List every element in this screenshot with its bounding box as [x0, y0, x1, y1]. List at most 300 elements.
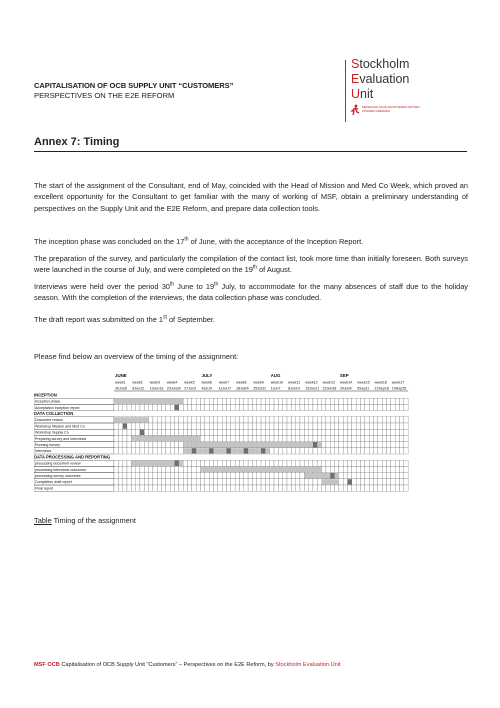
gantt-cell	[123, 485, 127, 491]
gantt-cell	[157, 479, 161, 485]
gantt-bar-light	[114, 399, 183, 404]
gantt-row-label: Workshop Mission and Med Co	[35, 424, 85, 429]
gantt-cell	[356, 435, 360, 441]
gantt-cell	[270, 435, 274, 441]
gantt-date-label: 4Jul10	[201, 386, 213, 391]
gantt-cell	[196, 423, 200, 429]
gantt-cell	[339, 466, 343, 472]
gantt-cell	[235, 485, 239, 491]
gantt-cell	[291, 448, 295, 454]
gantt-cell	[153, 442, 157, 448]
gantt-week-label: week13	[322, 380, 335, 385]
gantt-cell	[136, 404, 140, 410]
gantt-cell	[313, 460, 317, 466]
gantt-cell	[352, 417, 356, 423]
gantt-cell	[196, 466, 200, 472]
gantt-cell	[175, 479, 179, 485]
gantt-cell	[239, 460, 243, 466]
gantt-cell	[179, 404, 183, 410]
gantt-cell	[123, 442, 127, 448]
gantt-cell	[188, 473, 192, 479]
gantt-cell	[391, 417, 395, 423]
gantt-cell	[166, 485, 170, 491]
logo-line-2: Evaluation	[351, 72, 410, 86]
gantt-row-label: Completion draft report	[35, 480, 72, 485]
gantt-date-label: 15Jun21	[305, 386, 320, 391]
gantt-cell	[136, 442, 140, 448]
gantt-cell	[201, 460, 205, 466]
gantt-week-label: week2	[132, 380, 143, 385]
gantt-cell	[257, 429, 261, 435]
gantt-week-label: week15	[357, 380, 370, 385]
gantt-week-label: week16	[374, 380, 387, 385]
gantt-cell	[352, 485, 356, 491]
gantt-cell	[343, 429, 347, 435]
gantt-cell	[188, 460, 192, 466]
gantt-cell	[231, 423, 235, 429]
gantt-cell	[196, 479, 200, 485]
gantt-cell	[300, 448, 304, 454]
gantt-cell	[343, 442, 347, 448]
gantt-date-label: 30Jun5	[115, 386, 127, 391]
gantt-cell	[131, 404, 135, 410]
gantt-cell	[192, 460, 196, 466]
gantt-cell	[175, 423, 179, 429]
gantt-cell	[348, 473, 352, 479]
gantt-cell	[183, 423, 187, 429]
gantt-cell	[361, 435, 365, 441]
gantt-cell	[399, 479, 403, 485]
gantt-cell	[114, 442, 118, 448]
gantt-cell	[369, 429, 373, 435]
gantt-cell	[296, 429, 300, 435]
gantt-cell	[339, 398, 343, 404]
gantt-cell	[348, 466, 352, 472]
gantt-cell	[374, 435, 378, 441]
gantt-cell	[136, 429, 140, 435]
gantt-cell	[287, 417, 291, 423]
gantt-cell	[218, 404, 222, 410]
gantt-cell	[283, 404, 287, 410]
gantt-cell	[252, 473, 256, 479]
gantt-cell	[179, 448, 183, 454]
gantt-cell	[382, 429, 386, 435]
gantt-cell	[382, 417, 386, 423]
gantt-cell	[196, 473, 200, 479]
gantt-cell	[313, 435, 317, 441]
gantt-cell	[313, 417, 317, 423]
gantt-cell	[339, 404, 343, 410]
gantt-cell	[127, 479, 131, 485]
gantt-cell	[244, 398, 248, 404]
gantt-cell	[127, 448, 131, 454]
gantt-cell	[270, 485, 274, 491]
gantt-cell	[339, 423, 343, 429]
gantt-cell	[248, 417, 252, 423]
gantt-cell	[226, 435, 230, 441]
gantt-cell	[157, 473, 161, 479]
gantt-date-label: 20Jun26	[166, 386, 181, 391]
gantt-cell	[235, 460, 239, 466]
gantt-cell	[300, 404, 304, 410]
gantt-cell	[339, 485, 343, 491]
gantt-cell	[149, 479, 153, 485]
gantt-cell	[404, 429, 408, 435]
gantt-date-label: 12Sep18	[374, 386, 389, 391]
annex-heading: Annex 7: Timing	[34, 136, 120, 148]
gantt-cell	[118, 442, 122, 448]
gantt-cell	[222, 417, 226, 423]
gantt-cell	[313, 479, 317, 485]
gantt-cell	[283, 417, 287, 423]
gantt-cell	[123, 473, 127, 479]
gantt-cell	[343, 460, 347, 466]
gantt-cell	[335, 466, 339, 472]
gantt-cell	[213, 423, 217, 429]
gantt-cell	[183, 485, 187, 491]
gantt-cell	[226, 485, 230, 491]
gantt-cell	[278, 460, 282, 466]
gantt-cell	[300, 429, 304, 435]
gantt-cell	[235, 404, 239, 410]
gantt-cell	[188, 398, 192, 404]
gantt-cell	[365, 429, 369, 435]
gantt-cell	[339, 442, 343, 448]
gantt-cell	[222, 398, 226, 404]
gantt-cell	[213, 404, 217, 410]
gantt-cell	[244, 423, 248, 429]
gantt-bar-dark	[226, 448, 230, 453]
gantt-cell	[369, 473, 373, 479]
gantt-cell	[348, 442, 352, 448]
gantt-cell	[252, 417, 256, 423]
gantt-cell	[192, 429, 196, 435]
gantt-cell	[175, 448, 179, 454]
gantt-cell	[382, 466, 386, 472]
gantt-cell	[205, 435, 209, 441]
gantt-cell	[343, 466, 347, 472]
gantt-cell	[179, 442, 183, 448]
gantt-cell	[192, 404, 196, 410]
gantt-cell	[261, 429, 265, 435]
gantt-cell	[369, 442, 373, 448]
gantt-cell	[399, 460, 403, 466]
gantt-cell	[140, 479, 144, 485]
gantt-cell	[356, 485, 360, 491]
gantt-cell	[378, 435, 382, 441]
gantt-cell	[283, 398, 287, 404]
gantt-cell	[153, 479, 157, 485]
gantt-cell	[291, 417, 295, 423]
gantt-cell	[248, 429, 252, 435]
gantt-cell	[205, 485, 209, 491]
gantt-cell	[274, 417, 278, 423]
gantt-cell	[261, 460, 265, 466]
gantt-cell	[131, 423, 135, 429]
gantt-cell	[140, 466, 144, 472]
gantt-cell	[309, 448, 313, 454]
gantt-cell	[313, 485, 317, 491]
gantt-week-label: week12	[305, 380, 318, 385]
gantt-cell	[252, 485, 256, 491]
gantt-cell	[326, 448, 330, 454]
gantt-cell	[170, 404, 174, 410]
gantt-week-label: week4	[166, 380, 178, 385]
gantt-cell	[239, 485, 243, 491]
gantt-cell	[361, 473, 365, 479]
gantt-week-label: week10	[270, 380, 284, 385]
paragraph: The preparation of the survey, and particularly the compilation of the contact list, took more time than initially foreseen. Both surveys were launched in the course of July, and were completed on the 19th of August.	[34, 254, 468, 275]
gantt-cell	[287, 479, 291, 485]
gantt-cell	[278, 429, 282, 435]
gantt-cell	[361, 417, 365, 423]
gantt-cell	[179, 423, 183, 429]
gantt-cell	[144, 429, 148, 435]
gantt-cell	[218, 429, 222, 435]
gantt-cell	[149, 466, 153, 472]
gantt-cell	[369, 460, 373, 466]
gantt-cell	[162, 448, 166, 454]
gantt-week-label: week17	[391, 380, 405, 385]
gantt-cell	[239, 398, 243, 404]
gantt-cell	[404, 423, 408, 429]
gantt-cell	[287, 473, 291, 479]
gantt-cell	[201, 398, 205, 404]
gantt-cell	[330, 448, 334, 454]
gantt-cell	[123, 404, 127, 410]
gantt-cell	[235, 429, 239, 435]
gantt-cell	[274, 479, 278, 485]
gantt-cell	[343, 435, 347, 441]
gantt-cell	[235, 473, 239, 479]
gantt-cell	[183, 460, 187, 466]
gantt-cell	[326, 404, 330, 410]
gantt-bar-dark	[209, 448, 213, 453]
gantt-cell	[386, 448, 390, 454]
gantt-cell	[335, 460, 339, 466]
gantt-cell	[330, 435, 334, 441]
gantt-cell	[326, 460, 330, 466]
gantt-date-label: 19Sep25	[391, 386, 407, 391]
gantt-cell	[265, 423, 269, 429]
gantt-cell	[257, 404, 261, 410]
gantt-cell	[127, 466, 131, 472]
gantt-cell	[399, 423, 403, 429]
gantt-cell	[330, 404, 334, 410]
gantt-cell	[365, 442, 369, 448]
gantt-cell	[300, 435, 304, 441]
gantt-cell	[144, 485, 148, 491]
gantt-week-label: week5	[184, 380, 195, 385]
gantt-cell	[313, 423, 317, 429]
gantt-cell	[322, 448, 326, 454]
gantt-cell	[374, 398, 378, 404]
gantt-cell	[304, 448, 308, 454]
gantt-cell	[201, 417, 205, 423]
table-caption: Table Timing of the assignment	[34, 516, 136, 525]
gantt-cell	[188, 404, 192, 410]
gantt-cell	[140, 442, 144, 448]
gantt-cell	[386, 442, 390, 448]
gantt-cell	[330, 442, 334, 448]
gantt-cell	[374, 404, 378, 410]
gantt-cell	[296, 423, 300, 429]
gantt-cell	[309, 485, 313, 491]
gantt-cell	[231, 435, 235, 441]
gantt-cell	[391, 429, 395, 435]
gantt-cell	[382, 479, 386, 485]
gantt-cell	[304, 398, 308, 404]
gantt-cell	[386, 460, 390, 466]
gantt-cell	[162, 485, 166, 491]
gantt-cell	[127, 423, 131, 429]
gantt-cell	[343, 479, 347, 485]
gantt-cell	[278, 485, 282, 491]
gantt-bar-dark	[175, 461, 179, 466]
gantt-cell	[252, 479, 256, 485]
gantt-cell	[395, 423, 399, 429]
gantt-cell	[231, 398, 235, 404]
gantt-cell	[278, 473, 282, 479]
gantt-cell	[205, 417, 209, 423]
gantt-cell	[399, 404, 403, 410]
gantt-cell	[179, 417, 183, 423]
gantt-cell	[309, 423, 313, 429]
gantt-cell	[157, 404, 161, 410]
gantt-cell	[175, 473, 179, 479]
gantt-cell	[361, 404, 365, 410]
gantt-cell	[317, 460, 321, 466]
gantt-cell	[339, 417, 343, 423]
gantt-cell	[274, 398, 278, 404]
gantt-cell	[304, 417, 308, 423]
gantt-cell	[196, 460, 200, 466]
gantt-cell	[248, 423, 252, 429]
gantt-cell	[218, 473, 222, 479]
gantt-week-label: week3	[149, 380, 160, 385]
gantt-cell	[386, 404, 390, 410]
gantt-cell	[330, 429, 334, 435]
gantt-cell	[274, 435, 278, 441]
gantt-cell	[374, 417, 378, 423]
gantt-cell	[374, 479, 378, 485]
gantt-cell	[283, 485, 287, 491]
gantt-cell	[369, 466, 373, 472]
gantt-cell	[166, 442, 170, 448]
gantt-cell	[352, 473, 356, 479]
gantt-cell	[144, 442, 148, 448]
gantt-row-label: Inception phase	[35, 399, 61, 404]
gantt-week-label: week14	[339, 380, 353, 385]
gantt-cell	[166, 479, 170, 485]
gantt-cell	[257, 417, 261, 423]
gantt-cell	[291, 429, 295, 435]
gantt-cell	[244, 435, 248, 441]
gantt-cell	[149, 423, 153, 429]
gantt-cell	[391, 404, 395, 410]
gantt-cell	[395, 435, 399, 441]
gantt-cell	[205, 423, 209, 429]
gantt-cell	[313, 448, 317, 454]
gantt-cell	[404, 435, 408, 441]
gantt-cell	[209, 485, 213, 491]
gantt-cell	[369, 435, 373, 441]
gantt-cell	[118, 466, 122, 472]
gantt-cell	[123, 448, 127, 454]
gantt-cell	[239, 479, 243, 485]
gantt-cell	[309, 460, 313, 466]
gantt-cell	[296, 485, 300, 491]
gantt-bar-light	[131, 436, 200, 441]
gantt-date-label: 6Jun12	[132, 386, 145, 391]
gantt-cell	[170, 473, 174, 479]
gantt-cell	[382, 485, 386, 491]
gantt-cell	[136, 448, 140, 454]
gantt-cell	[365, 466, 369, 472]
gantt-cell	[369, 485, 373, 491]
gantt-cell	[287, 485, 291, 491]
gantt-cell	[248, 479, 252, 485]
gantt-cell	[265, 417, 269, 423]
gantt-cell	[382, 423, 386, 429]
gantt-cell	[313, 429, 317, 435]
gantt-cell	[322, 466, 326, 472]
gantt-cell	[278, 404, 282, 410]
gantt-cell	[149, 417, 153, 423]
gantt-cell	[270, 423, 274, 429]
gantt-cell	[348, 435, 352, 441]
gantt-cell	[270, 398, 274, 404]
gantt-cell	[261, 398, 265, 404]
gantt-cell	[291, 479, 295, 485]
gantt-cell	[369, 398, 373, 404]
gantt-cell	[192, 423, 196, 429]
gantt-cell	[114, 435, 118, 441]
gantt-cell	[361, 442, 365, 448]
gantt-cell	[335, 429, 339, 435]
logo-line-1: Stockholm	[351, 57, 410, 71]
gantt-cell	[296, 448, 300, 454]
gantt-cell	[378, 417, 382, 423]
gantt-cell	[361, 448, 365, 454]
gantt-row-label: processing document review	[35, 461, 81, 466]
gantt-cell	[356, 466, 360, 472]
gantt-cell	[378, 448, 382, 454]
gantt-cell	[335, 448, 339, 454]
gantt-cell	[296, 460, 300, 466]
gantt-cell	[309, 429, 313, 435]
gantt-cell	[244, 479, 248, 485]
gantt-cell	[157, 417, 161, 423]
gantt-bar-light	[114, 417, 149, 422]
gantt-cell	[317, 423, 321, 429]
gantt-cell	[369, 423, 373, 429]
gantt-cell	[391, 479, 395, 485]
gantt-cell	[304, 435, 308, 441]
gantt-cell	[274, 448, 278, 454]
gantt-bar-dark	[244, 448, 248, 453]
gantt-week-label: week6	[201, 380, 212, 385]
gantt-cell	[296, 473, 300, 479]
paragraph: The start of the assignment of the Consultant, end of May, coincided with the Head of Mission and Med Co Week, which proved an excellent opportunity for the Consultant to get familiar with the many of working of MSF, obtain a preliminary understanding of perspectives on the Supply Unit and the E2E Reform, and prepare data collection tools.	[34, 181, 468, 213]
gantt-cell	[213, 460, 217, 466]
gantt-cell	[378, 460, 382, 466]
gantt-cell	[131, 448, 135, 454]
gantt-cell	[252, 423, 256, 429]
gantt-cell	[348, 460, 352, 466]
gantt-cell	[395, 473, 399, 479]
gantt-cell	[317, 435, 321, 441]
